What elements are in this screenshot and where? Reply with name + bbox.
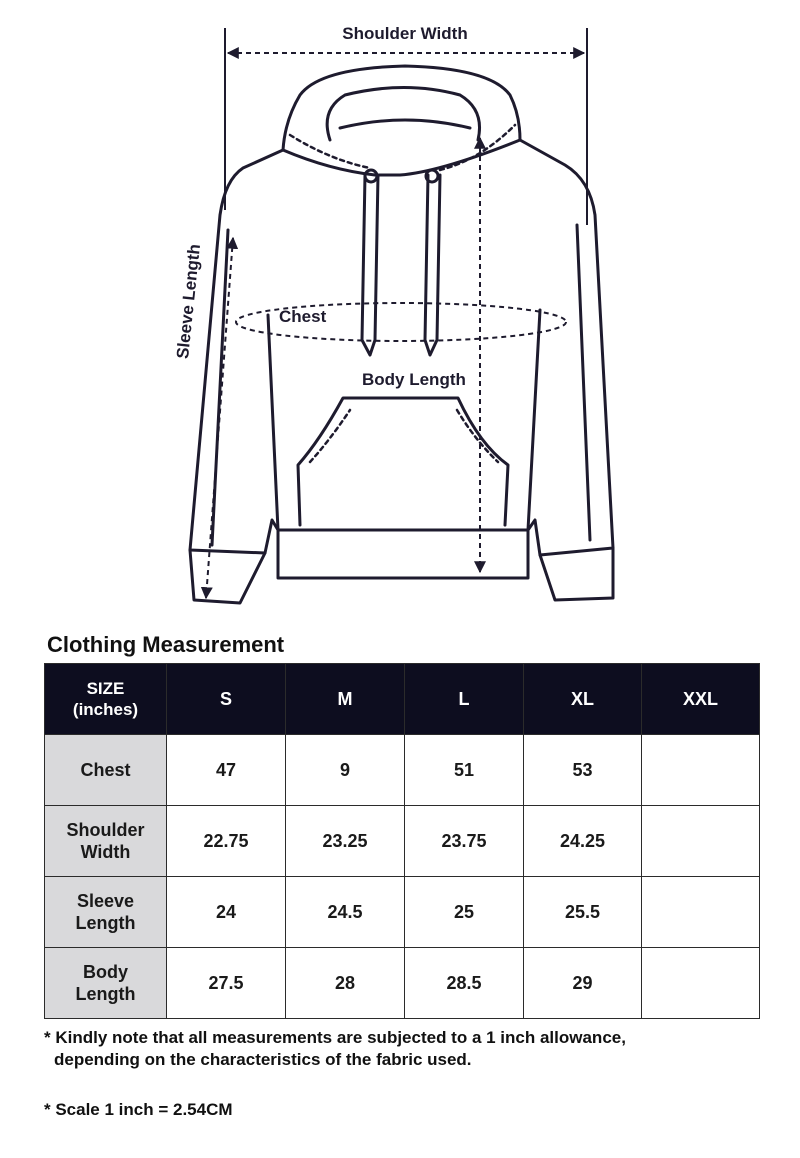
size-chart-table (44, 663, 760, 1019)
right-cuff (540, 548, 613, 600)
body-length-label: Body Length (362, 370, 466, 389)
table-cell: 27.5 (167, 948, 286, 1019)
allowance-note-line2: depending on the characteristics of the fabric used. (54, 1050, 472, 1069)
table-cell: 23.75 (405, 806, 524, 877)
table-row (45, 735, 760, 806)
table-cell: 9 (286, 735, 405, 806)
size-header-s: S (167, 664, 286, 735)
table-header-row (45, 664, 760, 735)
size-units-header: SIZE (inches) (45, 664, 167, 735)
hoodie-hood (283, 66, 520, 150)
allowance-note (44, 1027, 626, 1071)
table-cell: 25 (405, 877, 524, 948)
row-label-body-length: Body Length (45, 948, 167, 1019)
table-cell: 24.25 (524, 806, 642, 877)
row-label-shoulder-width: Shoulder Width (45, 806, 167, 877)
table-cell: 29 (524, 948, 642, 1019)
table-cell: 28.5 (405, 948, 524, 1019)
table-cell: 47 (167, 735, 286, 806)
shoulder-width-label: Shoulder Width (342, 24, 468, 43)
hoodie-body-outline (190, 140, 613, 578)
kangaroo-pocket (298, 398, 508, 525)
table-row (45, 877, 760, 948)
page-title: Clothing Measurement (47, 632, 285, 657)
left-cuff (190, 550, 265, 603)
size-header-xxl: XXL (642, 664, 760, 735)
table-cell: 25.5 (524, 877, 642, 948)
hoodie-hood-inner (327, 88, 479, 141)
table-cell: 22.75 (167, 806, 286, 877)
sleeve-length-label: Sleeve Length (173, 243, 205, 360)
table-cell: 24 (167, 877, 286, 948)
size-header-xl: XL (524, 664, 642, 735)
table-cell: 28 (286, 948, 405, 1019)
table-cell: 53 (524, 735, 642, 806)
table-cell: 24.5 (286, 877, 405, 948)
row-label-chest: Chest (45, 735, 167, 806)
table-cell (642, 806, 760, 877)
table-cell: 51 (405, 735, 524, 806)
table-cell (642, 735, 760, 806)
row-label-sleeve-length: Sleeve Length (45, 877, 167, 948)
allowance-note-line1: * Kindly note that all measurements are subjected to a 1 inch allowance, (44, 1028, 626, 1047)
scale-note: * Scale 1 inch = 2.54CM (44, 1100, 233, 1119)
chest-label: Chest (279, 307, 327, 326)
table-cell: 23.25 (286, 806, 405, 877)
table-cell (642, 877, 760, 948)
sleeve-length-arrow (206, 238, 233, 598)
size-header-m: M (286, 664, 405, 735)
hoodie-collar (340, 120, 470, 128)
table-cell (642, 948, 760, 1019)
table-row (45, 806, 760, 877)
table-row (45, 948, 760, 1019)
size-header-l: L (405, 664, 524, 735)
